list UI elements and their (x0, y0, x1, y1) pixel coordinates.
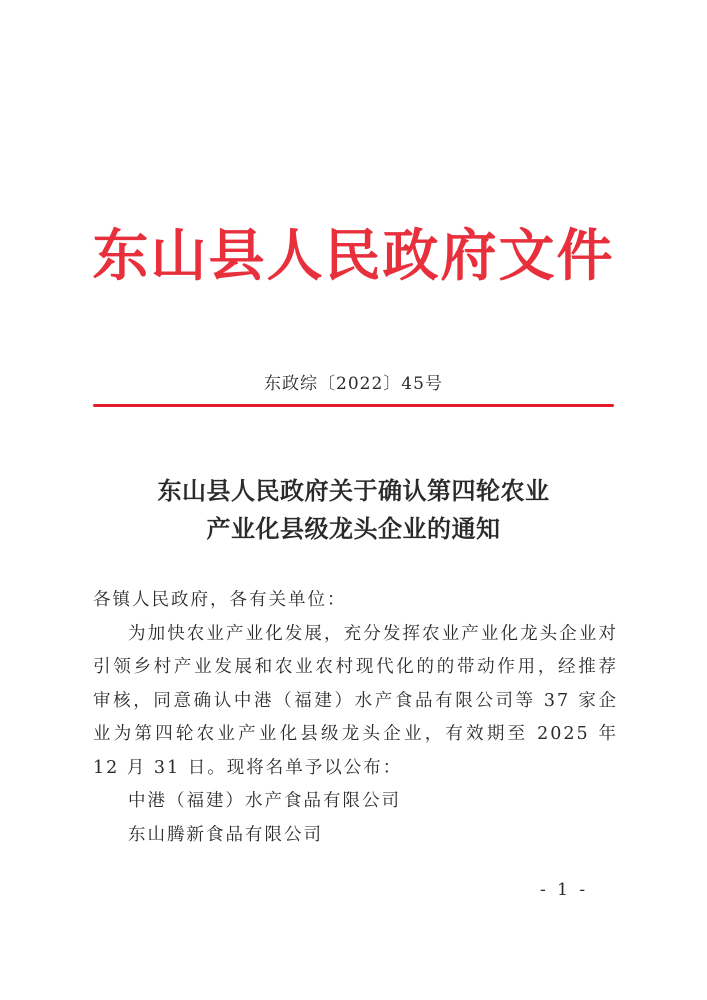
document-number: 东政综〔2022〕45号 (264, 374, 443, 394)
company-list-item: 中港（福建）水产食品有限公司 (128, 791, 401, 811)
body-paragraph: 为加快农业产业化发展，充分发挥农业产业化龙头企业对引领乡村产业发展和农业农村现代化的的带动作用，经推荐审核，同意确认中港（福建）水产食品有限公司等 37 家企业为第四轮农业产业化县级龙头企业，有效期至 2025 年 12 月 31 日。现将名单予以公布： (93, 623, 618, 778)
notice-title (0, 472, 707, 548)
red-divider-rule (93, 404, 614, 407)
notice-title-line-1: 东山县人民政府关于确认第四轮农业 (157, 476, 550, 505)
notice-title-line-2: 产业化县级龙头企业的通知 (206, 514, 501, 543)
company-list-item: 东山腾新食品有限公司 (128, 824, 323, 845)
page-number: - 1 - (540, 880, 589, 900)
document-masthead: 东山县人民政府文件 (92, 223, 615, 289)
salutation: 各镇人民政府，各有关单位： (93, 590, 347, 610)
notice-body (93, 584, 618, 852)
